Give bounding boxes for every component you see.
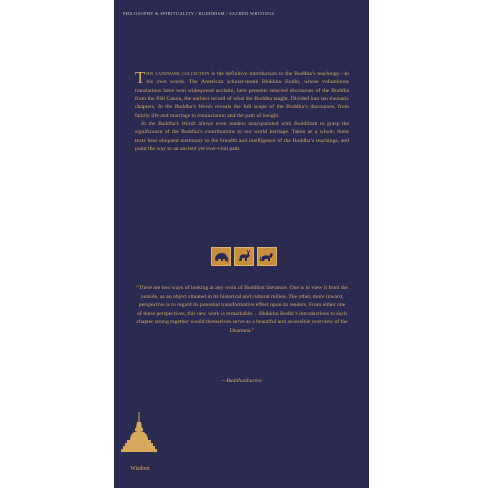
category-line: PHILOSOPHY & SPIRITUALITY / BUDDHISM / SACRED WRITINGS bbox=[123, 11, 275, 16]
blurb-text-1: is the definitive introduction to the Buddha’s teachings—in his own words. The American scholar-monk Bhikkhu Bodhi, whose voluminous translations have won widespread acclaim, here presents selected discourses of the Buddha from the Pāli Canon, the earliest record of what the Buddha taught. Divided into ten thematic chapters, bbox=[135, 71, 349, 111]
blurb-text-2: allows even readers unacquainted with Buddhism to grasp the significance of the Buddha’s contributions to our world heritage. Taken as a whole, these texts bear eloquent testimony to the breadth and intelligence of the Buddha’s teachings, and point the way to an ancient yet ever-vital path. bbox=[135, 121, 350, 153]
quote-attribution: —Buddhadharma bbox=[221, 378, 262, 384]
ornament-frieze bbox=[211, 247, 277, 267]
elephant-icon bbox=[212, 248, 230, 265]
ornament-panel-deer bbox=[234, 247, 254, 266]
stupa-logo bbox=[119, 410, 159, 470]
blurb bbox=[135, 70, 349, 153]
ornament-panel-elephant bbox=[211, 247, 231, 266]
book-title-ref-2: In the Buddha’s Words bbox=[141, 121, 196, 128]
quote-text: “There are two ways of looking at any work of Buddhist literature. One is to view it from the outside, as an object situated in its historical and cultural milieu. The other, more inward, perspective is to regard its potential transformative effect upon its readers. From either one of these perspectives, this new work is remarkable. . .Bhikkhu Bodhi’s introductions to each chapter strung together would themselves serve as a beautiful and accessible overview of the Dhamma.” bbox=[136, 285, 348, 334]
publisher-name: Wisdom bbox=[130, 466, 150, 472]
stupa-icon bbox=[119, 410, 159, 466]
blurb-paragraph-1 bbox=[135, 70, 349, 120]
ornament-panel-horse bbox=[257, 247, 277, 266]
drop-cap: T bbox=[135, 68, 146, 87]
horse-icon bbox=[258, 248, 276, 265]
deer-icon bbox=[235, 248, 253, 265]
review-quote bbox=[136, 284, 348, 335]
blurb-paragraph-2 bbox=[135, 120, 349, 153]
book-back-cover bbox=[114, 0, 369, 488]
blurb-text-1-end: reveals the full scope of the Buddha’s discourses, from family life and marriage to renunciation and the path of insight. bbox=[135, 104, 349, 119]
blurb-lead: his landmark collection bbox=[146, 71, 210, 77]
book-title-ref: In the Buddha’s Words bbox=[157, 104, 213, 111]
